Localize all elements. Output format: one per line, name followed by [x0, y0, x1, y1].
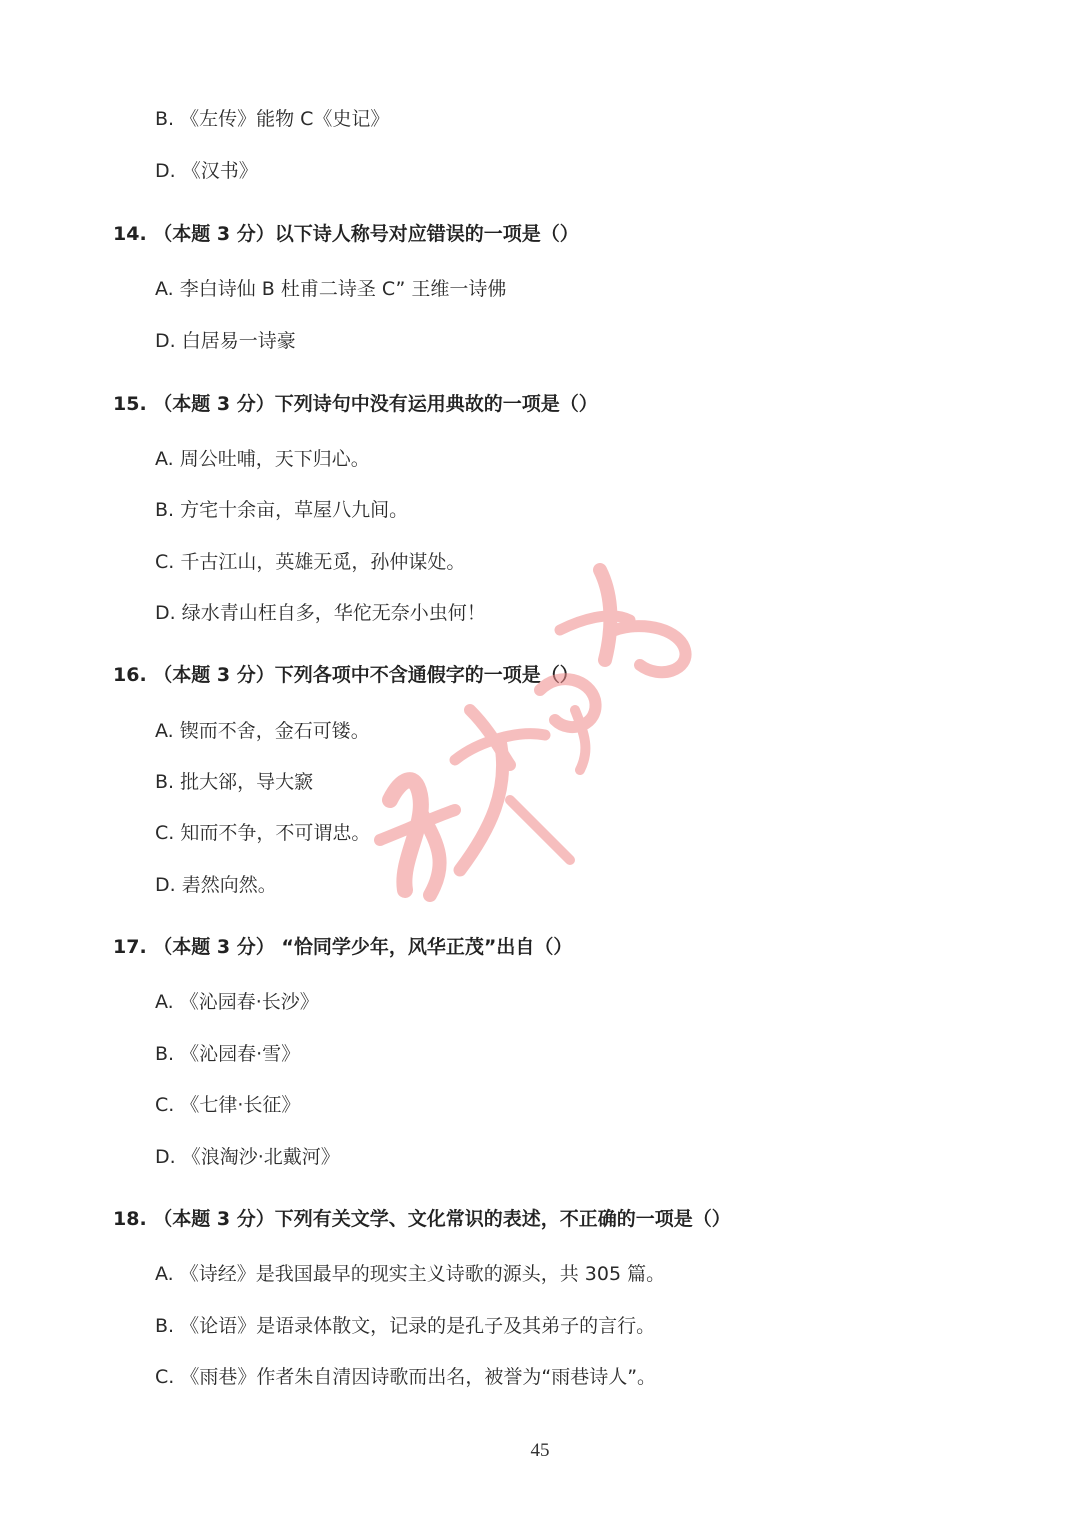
option-18-a: A. 《诗经》是我国最早的现实主义诗歌的源头，共 305 篇。	[155, 1263, 666, 1285]
option-15-a: A. 周公吐哺，天下归心。	[155, 448, 370, 470]
option-16-d: D. 砉然向然。	[155, 874, 277, 896]
question-17: 17. （本题 3 分） “恰同学少年，风华正茂”出自（）	[113, 936, 573, 958]
option-18-b: B. 《论语》是语录体散文，记录的是孔子及其弟子的言行。	[155, 1315, 656, 1337]
option-17-d: D. 《浪淘沙·北戴河》	[155, 1146, 340, 1168]
option-15-d: D. 绿水青山枉自多，华佗无奈小虫何！	[155, 602, 486, 624]
calligraphy-watermark-icon	[360, 560, 720, 920]
question-18: 18. （本题 3 分）下列有关文学、文化常识的表述，不正确的一项是（）	[113, 1208, 731, 1230]
option-17-b: B. 《沁园春·雪》	[155, 1043, 301, 1065]
option-16-c: C. 知而不争，不可谓忠。	[155, 822, 371, 844]
option-14-abc: A. 李白诗仙 B 杜甫二诗圣 C” 王维一诗佛	[155, 278, 507, 300]
question-15: 15. （本题 3 分）下列诗句中没有运用典故的一项是（）	[113, 393, 598, 415]
option-15-b: B. 方宅十余亩，草屋八九间。	[155, 499, 409, 521]
question-16: 16. （本题 3 分）下列各项中不含通假字的一项是（）	[113, 664, 579, 686]
option-15-c: C. 千古江山，英雄无觅，孙仲谋处。	[155, 551, 466, 573]
option-16-b: B. 批大郤，导大窾	[155, 771, 314, 793]
page-number: 45	[530, 1440, 550, 1461]
option-17-a: A. 《沁园春·长沙》	[155, 991, 319, 1013]
option-13-b: B. 《左传》能物 C《史记》	[155, 108, 390, 130]
option-14-d: D. 白居易一诗豪	[155, 330, 296, 352]
option-16-a: A. 锲而不舍，金石可镂。	[155, 720, 370, 742]
option-17-c: C. 《七律·长征》	[155, 1094, 301, 1116]
question-14: 14. （本题 3 分）以下诗人称号对应错误的一项是（）	[113, 223, 579, 245]
option-13-d: D. 《汉书》	[155, 160, 258, 182]
option-18-c: C. 《雨巷》作者朱自清因诗歌而出名，被誉为“雨巷诗人”。	[155, 1366, 657, 1388]
